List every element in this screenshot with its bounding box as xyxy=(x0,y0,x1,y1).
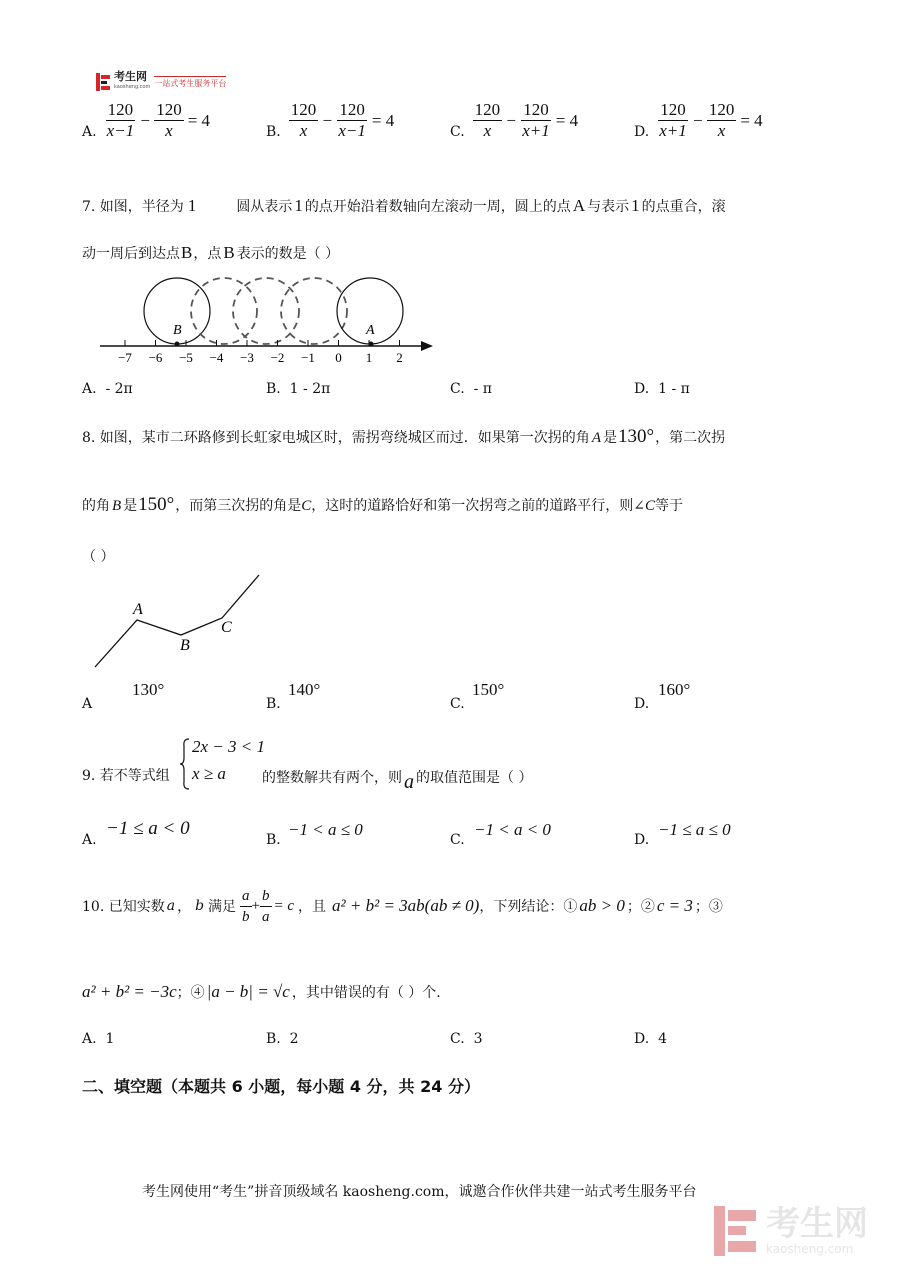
watermark-logo-icon xyxy=(714,1206,760,1256)
axis-tick-label: −7 xyxy=(118,350,132,365)
q8-line1: 8. 如图，某市二环路修到长虹家电城区时，需拐弯绕城区而过．如果第一次拐的角 A 是130°，第二次拐 xyxy=(82,426,726,447)
header-logo xyxy=(96,72,226,92)
q8-line3: （ ） xyxy=(82,549,115,565)
fraction: $\frac{120}{x}$ xyxy=(474,100,501,140)
point-a-dot xyxy=(369,342,374,347)
watermark-text: 考生网 xyxy=(766,1204,868,1244)
axis-tick-label: 2 xyxy=(396,350,403,365)
logo-text: 考生网 xyxy=(114,70,147,83)
q10-option-b: B. 2 xyxy=(266,1031,299,1047)
fig-label-c: C xyxy=(221,619,232,636)
q6-option-a: A. $\frac{120}{x-1}$ − $\frac{120}{x}$ = 4 xyxy=(82,100,211,140)
axis-tick-label: 0 xyxy=(335,350,342,365)
q6-option-b: B. $\frac{120}{x}$ − $\frac{120}{x-1}$ = 4 xyxy=(266,100,395,140)
q9-ineq2: x ≥ a xyxy=(192,764,226,783)
watermark-sub: kaosheng.com xyxy=(766,1242,854,1256)
q9-ineq1: 2x − 3 < 1 xyxy=(192,737,265,756)
q7-option-a: A. - 2π xyxy=(82,381,133,397)
brace-icon xyxy=(180,738,190,790)
q9-middle: 的整数解共有两个，则 a 的取值范围是（ ） xyxy=(262,770,533,793)
fraction: $\frac{120}{x+1}$ xyxy=(659,100,687,140)
option-label: D. xyxy=(634,123,650,140)
axis-tick-label: 1 xyxy=(365,350,373,365)
q7-option-c: C. - π xyxy=(450,381,492,397)
axis-tick-label: −4 xyxy=(209,350,224,365)
point-b-dot xyxy=(175,342,180,347)
axis-tick-label: −5 xyxy=(179,350,193,365)
fraction: $\frac{120}{x}$ xyxy=(290,100,317,140)
logo-slogan: 一站式考生服务平台 xyxy=(154,76,226,89)
q10-option-c: C. 3 xyxy=(450,1031,483,1047)
option-label: C. xyxy=(450,123,465,140)
fraction: $\frac{120}{x+1}$ xyxy=(522,100,550,140)
q7-line2: 动一周后到达点B，点 B 表示的数是（ ） xyxy=(82,243,340,262)
axis-tick-label: −1 xyxy=(301,350,315,365)
circle-dashed xyxy=(233,278,299,344)
q7-option-d: D. 1 - π xyxy=(634,381,690,397)
q8-line2: 的角 B 是150°，而第三次拐的角是C，这时的道路恰好和第一次拐弯之前的道路平行，则∠C等于 xyxy=(82,494,684,515)
axis-tick-label: −6 xyxy=(148,350,163,365)
fig-label-a: A xyxy=(133,601,143,618)
q10-line1: 10. 已知实数 a ， b 满足 $\frac{a}{b}$ + $\frac{b}{a}$ = c ，且 a² + b² = 3ab(ab ≠ 0) ，下列结论：① ab > 0 ；② c = 3 ；③ xyxy=(82,887,723,925)
fraction: $\frac{120}{x-1}$ xyxy=(106,100,135,140)
fraction: $\frac{120}{x-1}$ xyxy=(338,100,366,140)
axis-arrow-icon xyxy=(421,341,433,351)
q10-line2: a² + b² = −3c ；④ |a − b| = √c ，其中错误的有（ ）个. xyxy=(82,982,441,1001)
q9-system-brace xyxy=(180,738,188,790)
point-b-label: B xyxy=(173,323,182,338)
q10-option-d: D. 4 xyxy=(634,1031,668,1047)
axis-tick-label: −3 xyxy=(240,350,254,365)
q8-road-figure xyxy=(90,572,265,672)
q10-option-a: A. 1 xyxy=(82,1031,115,1047)
q7-option-b: B. 1 - 2π xyxy=(266,381,331,397)
q9-prefix: 9. 若不等式组 xyxy=(82,768,170,784)
q7-line1: 7. 如图，半径为 1 圆从表示 1 的点开始沿着数轴向左滚动一周，圆上的点 A 与表示 1 的点重合，滚 xyxy=(82,196,726,215)
fraction: $\frac{120}{x}$ xyxy=(708,100,735,140)
option-label: A. xyxy=(82,123,97,140)
fig-label-b: B xyxy=(180,637,190,654)
option-label: B. xyxy=(266,123,281,140)
axis-tick-label: −2 xyxy=(270,350,285,365)
watermark xyxy=(714,1206,868,1256)
fraction: $\frac{120}{x}$ xyxy=(156,100,182,140)
q7-number-line-figure xyxy=(95,268,440,368)
q6-option-d: D. $\frac{120}{x+1}$ − $\frac{120}{x}$ = 4 xyxy=(634,100,763,140)
section-heading: 二、填空题（本题共 6 小题，每小题 4 分，共 24 分） xyxy=(82,1077,480,1096)
point-a-label: A xyxy=(366,323,375,338)
logo-icon xyxy=(96,73,112,91)
road-path xyxy=(95,575,259,667)
page-footer: 考生网使用“考生”拼音顶级域名 kaosheng.com，诚邀合作伙伴共建一站式考生服务平台 xyxy=(142,1184,697,1200)
q6-option-c: C. $\frac{120}{x}$ − $\frac{120}{x+1}$ = 4 xyxy=(450,100,579,140)
logo-sub: kaosheng.com xyxy=(114,84,151,90)
